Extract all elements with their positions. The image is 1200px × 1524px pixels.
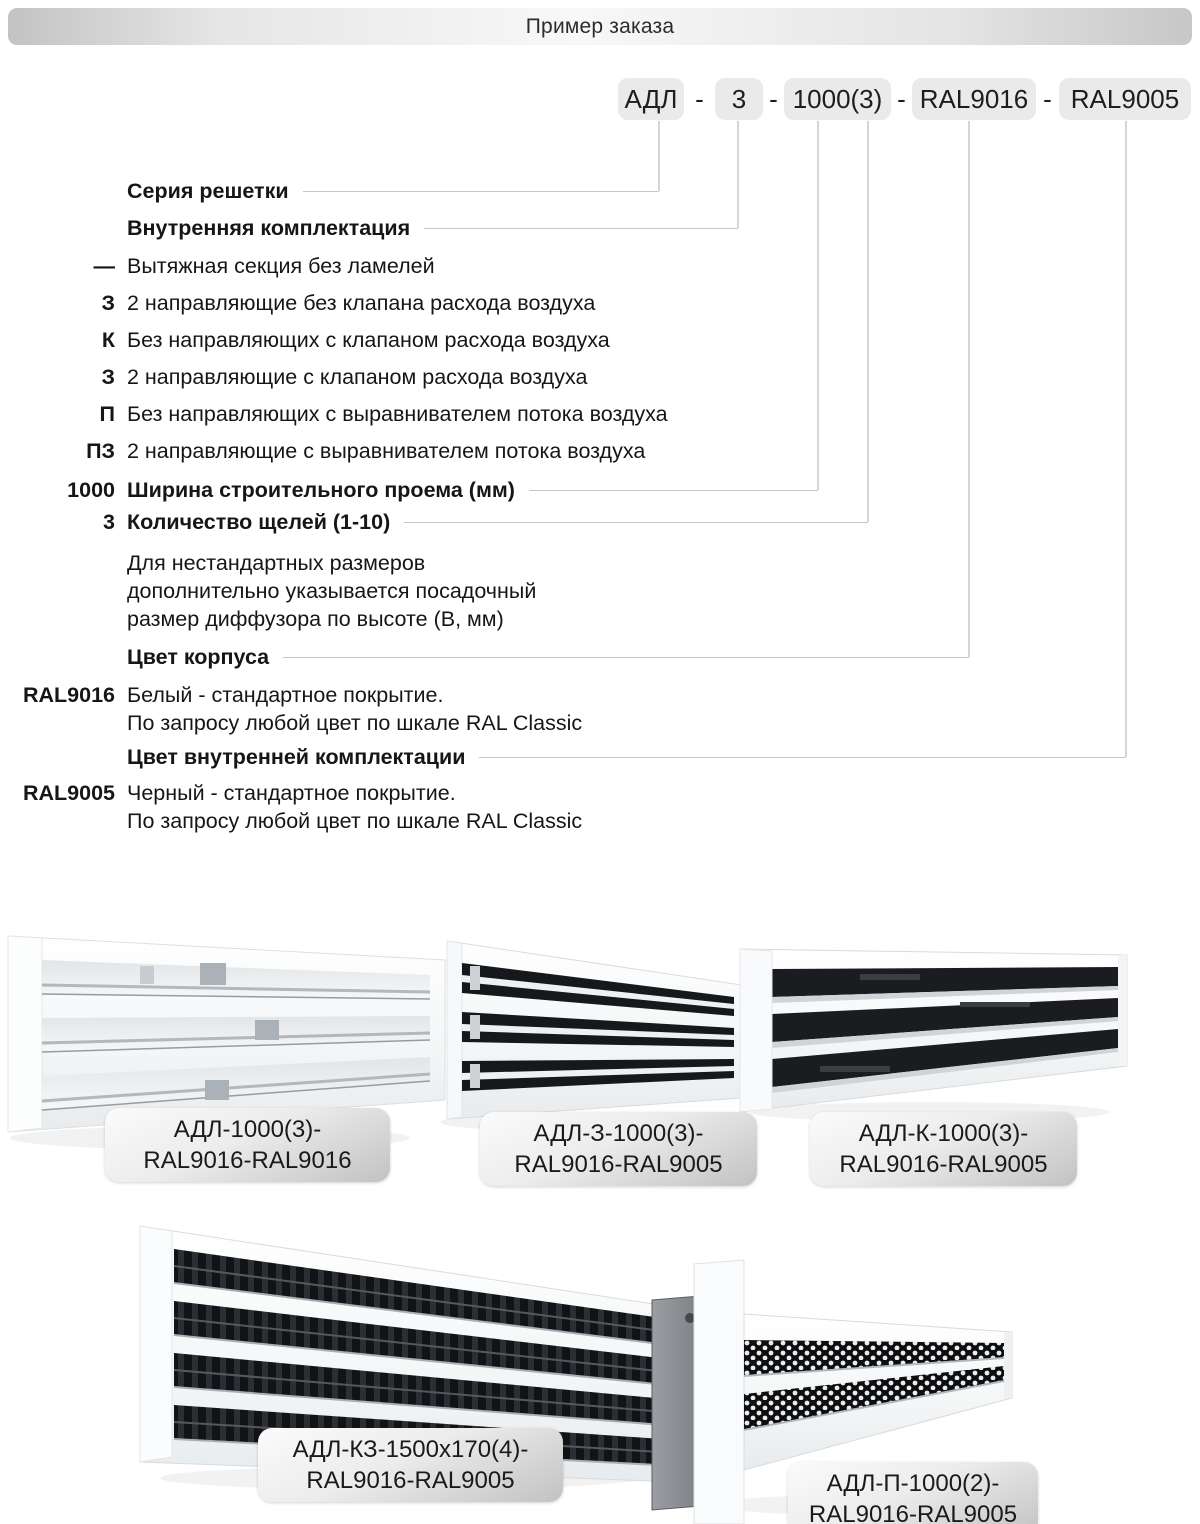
legend-option	[0, 327, 1200, 353]
legend-note	[0, 549, 1200, 633]
color-text: Белый - стандартное покрытие. По запросу любой цвет по шкале RAL Classic	[127, 683, 583, 735]
legend-option	[0, 438, 1200, 464]
code-segment-body-color: RAL9016	[912, 78, 1036, 120]
color-code: RAL9005	[22, 781, 115, 805]
legend-option	[0, 401, 1200, 427]
product-photos	[0, 920, 1200, 1524]
code-segment-size: 1000(3)	[784, 78, 891, 120]
legend-option	[0, 290, 1200, 316]
grille-adl-k	[740, 949, 1127, 1112]
code-segment-inner-color: RAL9005	[1059, 78, 1191, 120]
legend-option	[0, 364, 1200, 390]
product-label: АДЛ-П-1000(2)- RAL9016-RAL9005	[788, 1462, 1038, 1524]
color-text: Черный - стандартное покрытие. По запросу любой цвет по шкале RAL Classic	[127, 781, 583, 833]
color-code: RAL9016	[22, 683, 115, 707]
product-label: АДЛ-КЗ-1500х170(4)- RAL9016-RAL9005	[258, 1428, 563, 1502]
code-separator: -	[897, 83, 906, 114]
grille-adl-white	[8, 936, 445, 1132]
option-text: 2 направляющие с клапаном расхода воздуха	[127, 365, 588, 389]
legend-label: Цвет внутренней комплектации	[127, 745, 466, 769]
param-text: Ширина строительного проема (мм)	[127, 478, 515, 502]
code-separator: -	[695, 83, 704, 114]
code-separator: -	[769, 83, 778, 114]
leader-line	[303, 191, 659, 192]
option-text: Без направляющих с выравнивателем потока воздуха	[127, 402, 668, 426]
param-code: 3	[103, 510, 115, 534]
code-separator: -	[1043, 83, 1052, 114]
leader-line	[479, 757, 1126, 758]
legend-label: Внутренняя комплектация	[127, 216, 411, 240]
grille-adl-z	[447, 941, 742, 1119]
leader-line	[424, 228, 738, 229]
option-code: ПЗ	[86, 439, 115, 463]
legend-param-width	[0, 477, 1200, 503]
option-text: 2 направляющие с выравнивателем потока воздуха	[127, 439, 646, 463]
legend-heading-body-color	[0, 644, 1200, 670]
option-code: —	[93, 254, 115, 278]
legend-heading-config	[0, 215, 1200, 241]
product-label: АДЛ-1000(3)- RAL9016-RAL9016	[105, 1108, 390, 1182]
legend-param-slots	[0, 509, 1200, 535]
option-text: 2 направляющие без клапана расхода воздуха	[127, 291, 596, 315]
product-label: АДЛ-К-1000(3)- RAL9016-RAL9005	[810, 1112, 1077, 1186]
product-label: АДЛ-З-1000(3)- RAL9016-RAL9005	[480, 1112, 757, 1186]
legend-color-ral9005	[0, 779, 1200, 835]
option-text: Вытяжная секция без ламелей	[127, 254, 435, 278]
leader-line	[404, 522, 868, 523]
option-code: П	[99, 402, 115, 426]
legend-label: Цвет корпуса	[127, 645, 270, 669]
legend-label: Серия решетки	[127, 179, 289, 203]
option-code: К	[101, 328, 115, 352]
legend-heading-series	[0, 178, 1200, 204]
code-segment-series: АДЛ	[618, 78, 684, 120]
code-segment-config: 3	[715, 78, 763, 120]
option-code: З	[101, 365, 115, 389]
note-text: Для нестандартных размеров дополнительно указывается посадочный размер диффузора по высоте (В, мм)	[127, 551, 537, 631]
option-text: Без направляющих с клапаном расхода воздуха	[127, 328, 610, 352]
leader-line	[283, 657, 969, 658]
param-text: Количество щелей (1-10)	[127, 510, 391, 534]
page-title: Пример заказа	[525, 14, 675, 38]
legend-option	[0, 253, 1200, 279]
option-code: З	[101, 291, 115, 315]
header-bar	[8, 8, 1192, 45]
legend-color-ral9016	[0, 681, 1200, 737]
legend-heading-inner-color	[0, 744, 1200, 770]
leader-line	[529, 490, 818, 491]
param-code: 1000	[67, 478, 115, 502]
